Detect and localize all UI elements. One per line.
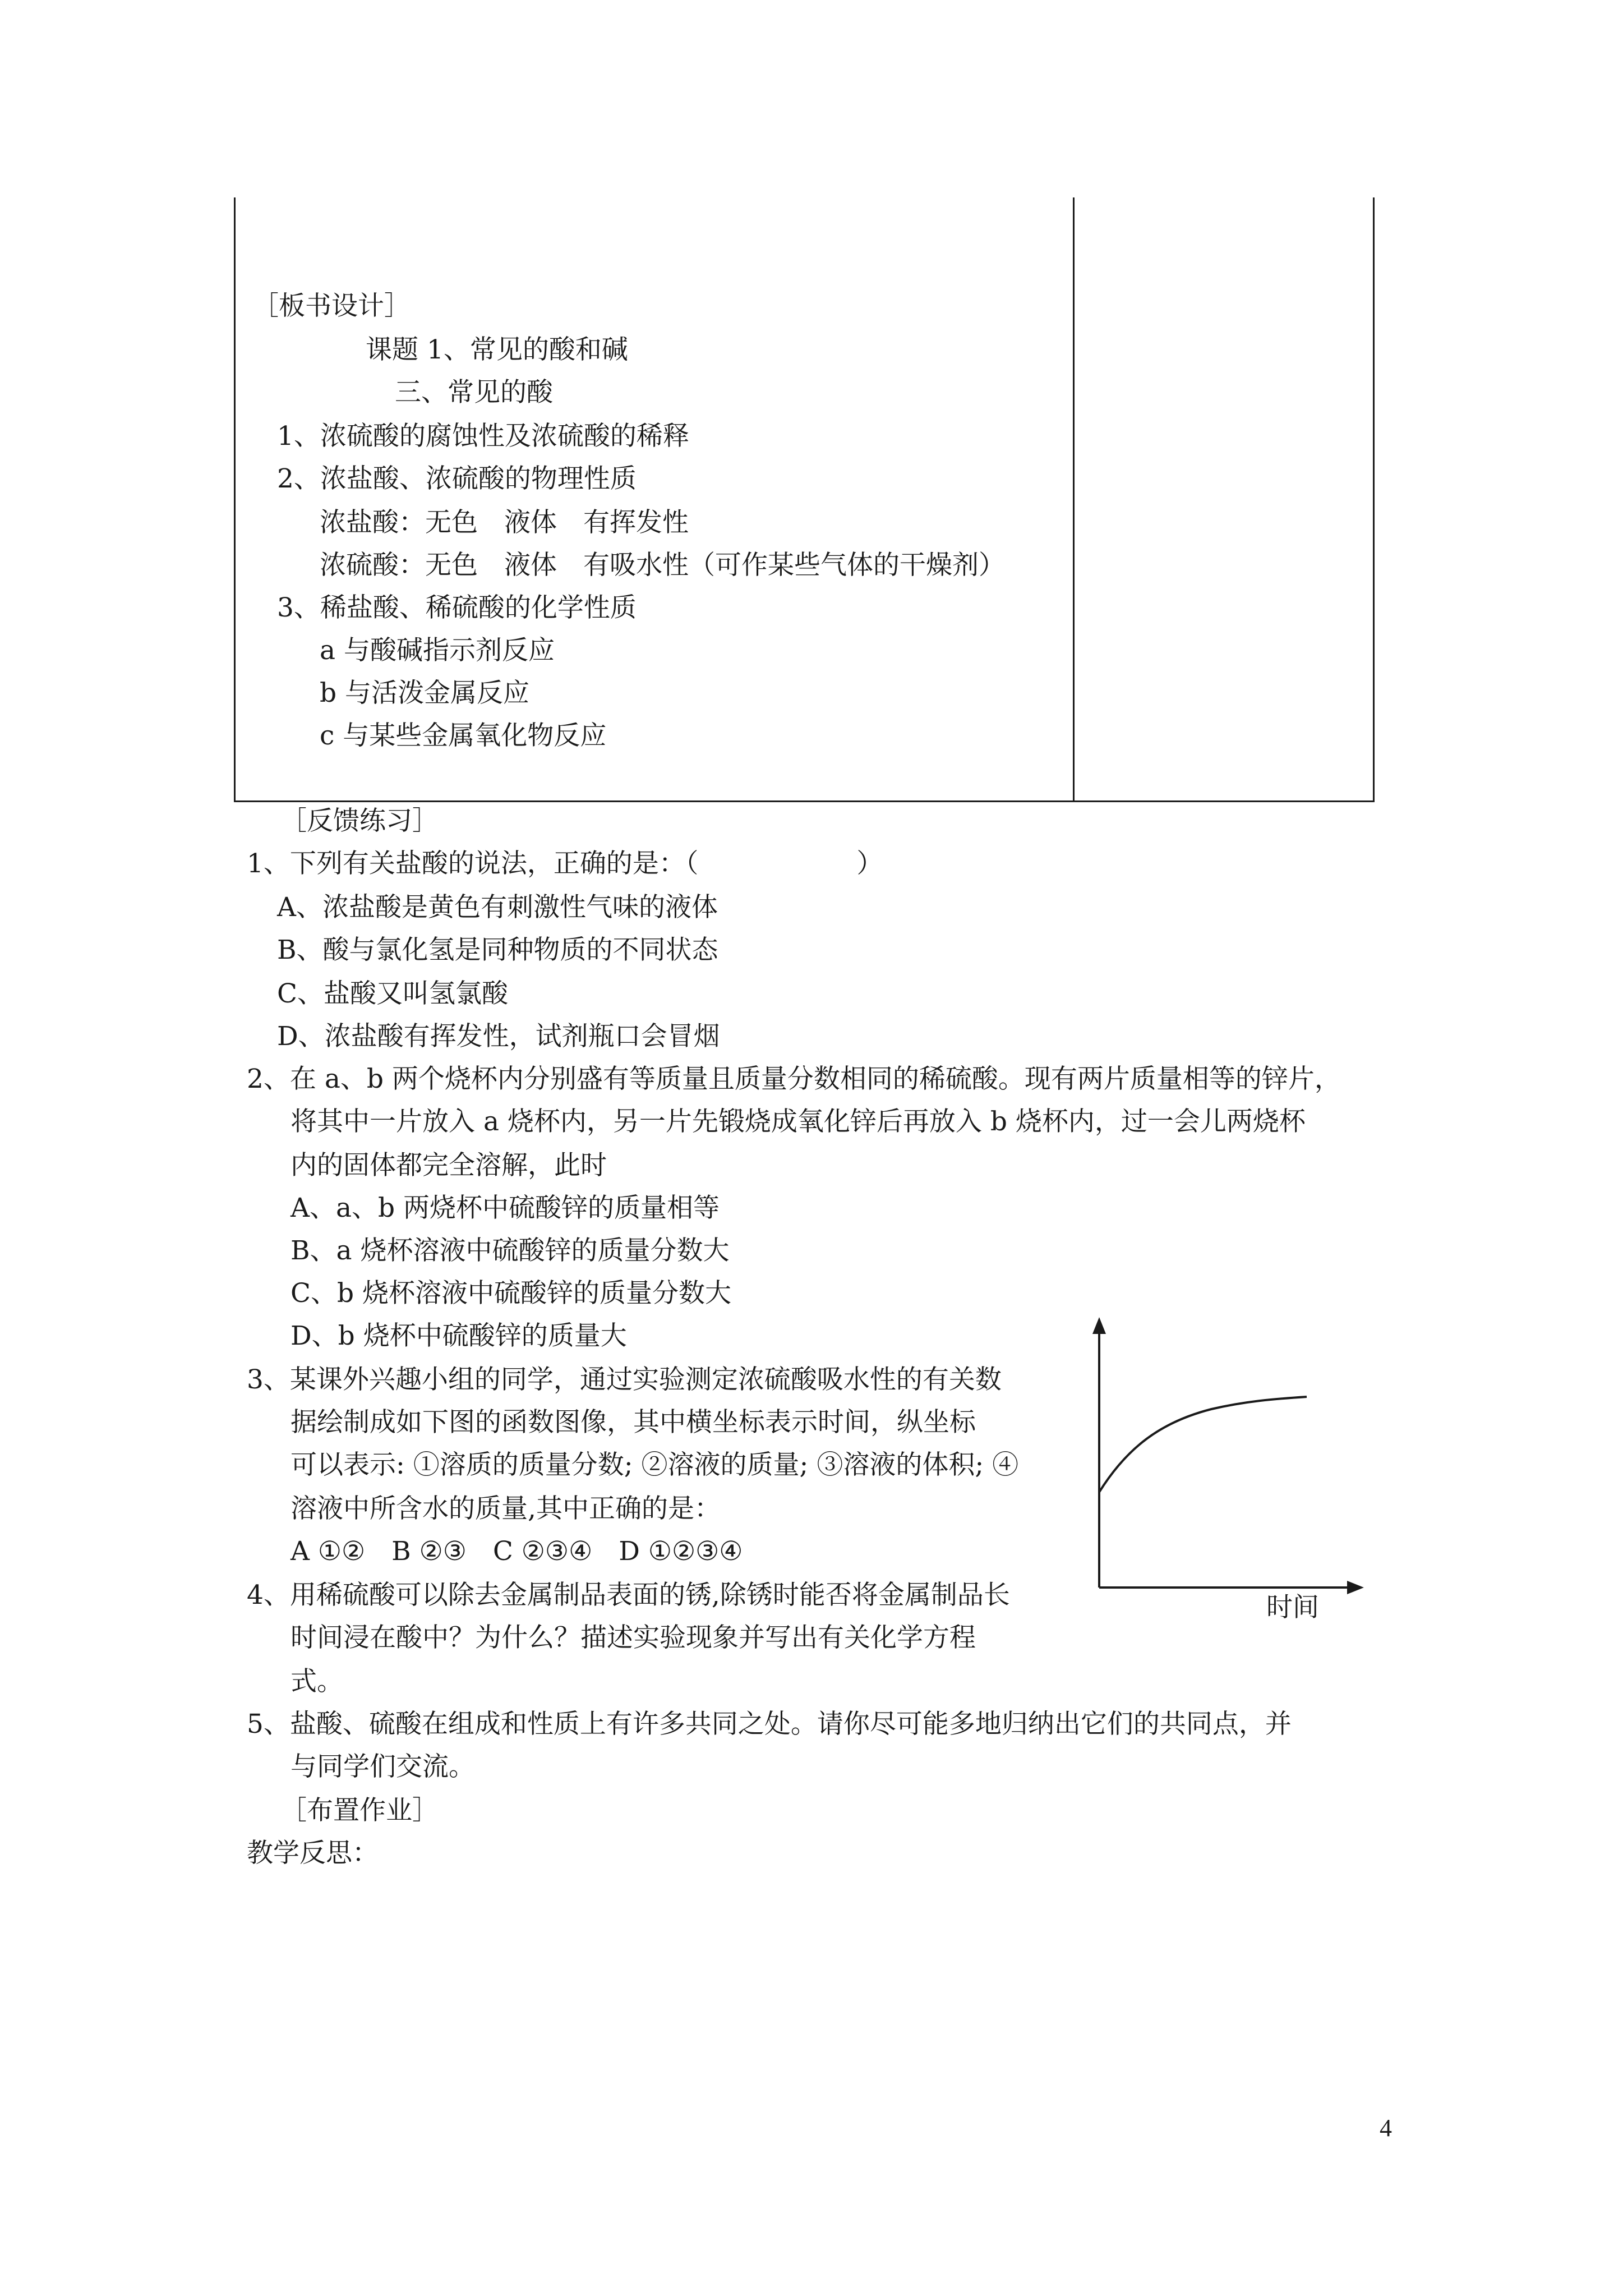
q2-option-c: C、b 烧杯溶液中硫酸锌的质量分数大: [291, 1278, 731, 1309]
q3-options: A ①② B ②③ C ②③④ D ①②③④: [291, 1536, 743, 1567]
board-heading: ［板书设计］: [252, 291, 411, 321]
q2-option-a: A、a、b 两烧杯中硫酸锌的质量相等: [291, 1193, 720, 1223]
q2-option-d: D、b 烧杯中硫酸锌的质量大: [291, 1320, 627, 1351]
board-item-3: 3、稀盐酸、稀硫酸的化学性质: [277, 592, 637, 623]
graph-curve: [1099, 1397, 1307, 1492]
graph-y-arrow: [1092, 1317, 1106, 1334]
board-item-1: 1、浓硫酸的腐蚀性及浓硫酸的稀释: [277, 421, 689, 452]
q2-option-b: B、a 烧杯溶液中硫酸锌的质量分数大: [291, 1235, 730, 1266]
q3-graph-xlabel: 时间: [1266, 1592, 1319, 1623]
page-number: 4: [1380, 2114, 1392, 2142]
q3-line-3: 可以表示: ①溶质的质量分数; ②溶液的质量; ③溶液的体积; ④: [291, 1450, 1019, 1480]
q4-line-2: 时间浸在酸中？为什么？描述实验现象并写出有关化学方程: [291, 1622, 976, 1653]
q4-line-3: 式。: [291, 1666, 343, 1697]
q3-line-1: 3、某课外兴趣小组的同学，通过实验测定浓硫酸吸水性的有关数: [247, 1364, 1002, 1395]
q1-option-b: B、酸与氯化氢是同种物质的不同状态: [277, 935, 718, 965]
q3-graph: [1082, 1307, 1374, 1621]
board-topic: 课题 1、常见的酸和碱: [366, 334, 628, 365]
homework-heading: ［布置作业］: [280, 1795, 439, 1826]
q2-line-1: 2、在 a、b 两个烧杯内分别盛有等质量且质量分数相同的稀硫酸。现有两片质量相等的锌片，: [247, 1064, 1341, 1094]
q1-option-a: A、浓盐酸是黄色有刺激性气味的液体: [277, 892, 718, 923]
q1-stem: 1、下列有关盐酸的说法，正确的是：（ ）: [247, 848, 883, 879]
board-h2so4-props: 浓硫酸：无色 液体 有吸水性（可作某些气体的干燥剂）: [320, 550, 1005, 581]
q4-line-1: 4、用稀硫酸可以除去金属制品表面的锈,除锈时能否将金属制品长: [247, 1580, 1010, 1611]
q1-option-d: D、浓盐酸有挥发性，试剂瓶口会冒烟: [277, 1021, 720, 1052]
table-right-border: [1373, 197, 1375, 802]
board-subitem-a: a 与酸碱指示剂反应: [320, 635, 555, 666]
q2-line-3: 内的固体都完全溶解，此时: [291, 1150, 607, 1181]
graph-x-arrow: [1347, 1581, 1364, 1594]
table-divider: [1073, 197, 1075, 802]
table-left-border: [234, 197, 236, 802]
q1-option-c: C、盐酸又叫氢氯酸: [277, 978, 508, 1009]
board-subitem-b: b 与活泼金属反应: [320, 678, 530, 708]
board-section: 三、常见的酸: [395, 377, 553, 408]
board-subitem-c: c 与某些金属氧化物反应: [320, 720, 607, 751]
q3-line-4: 溶液中所含水的质量,其中正确的是：: [291, 1493, 721, 1524]
teaching-reflection: 教学反思：: [247, 1838, 379, 1869]
q5-line-2: 与同学们交流。: [291, 1751, 475, 1782]
board-hcl-props: 浓盐酸：无色 液体 有挥发性: [320, 507, 689, 538]
exercise-heading: ［反馈练习］: [280, 806, 439, 836]
q2-line-2: 将其中一片放入 a 烧杯内，另一片先锻烧成氧化锌后再放入 b 烧杯内，过一会儿两烧杯: [291, 1106, 1306, 1137]
board-item-2: 2、浓盐酸、浓硫酸的物理性质: [277, 463, 637, 494]
q5-line-1: 5、盐酸、硫酸在组成和性质上有许多共同之处。请你尽可能多地归纳出它们的共同点，并: [247, 1709, 1292, 1740]
q3-line-2: 据绘制成如下图的函数图像，其中横坐标表示时间，纵坐标: [291, 1407, 976, 1438]
table-bottom-border: [234, 800, 1375, 802]
